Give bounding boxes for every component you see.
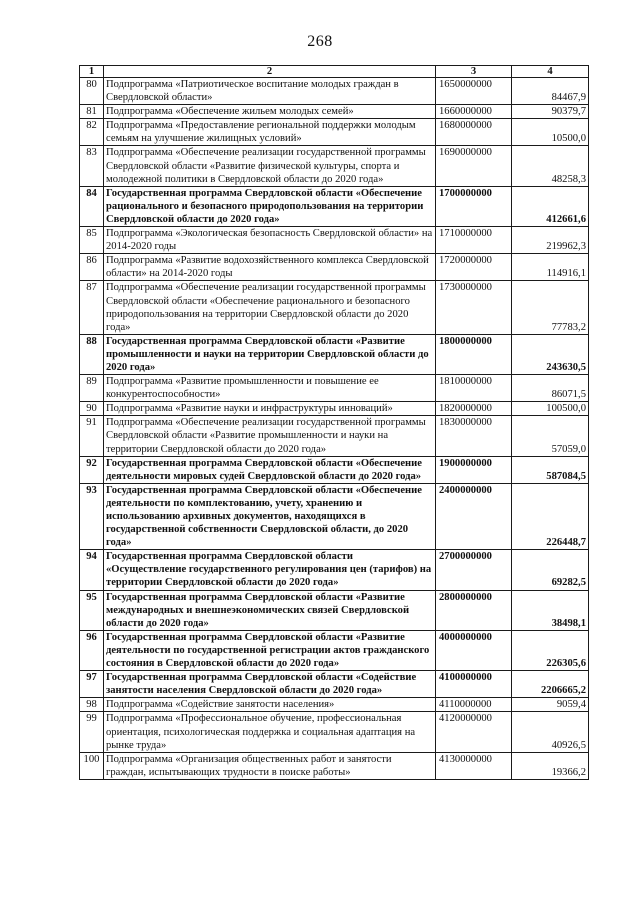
row-number: 96 [80,630,104,670]
target-code: 2800000000 [436,590,512,630]
target-code: 4000000000 [436,630,512,670]
row-number: 95 [80,590,104,630]
target-code: 2700000000 [436,550,512,590]
row-number: 99 [80,712,104,752]
target-code: 2400000000 [436,483,512,549]
row-number: 87 [80,281,104,334]
target-code: 4110000000 [436,698,512,712]
program-name: Подпрограмма «Предоставление региональной поддержки молодым семьям на улучшение жилищных условий» [104,119,436,146]
amount: 10500,0 [512,119,589,146]
amount: 243630,5 [512,334,589,374]
amount: 219962,3 [512,227,589,254]
program-name: Подпрограмма «Развитие промышленности и повышение ее конкурентоспособности» [104,375,436,402]
amount: 40926,5 [512,712,589,752]
row-number: 98 [80,698,104,712]
row-number: 90 [80,402,104,416]
program-name: Государственная программа Свердловской области «Обеспечение деятельности по комплектованию, учету, хранению и использованию архивных документов, находящихся в государственной собственности Свердловской области, до 2020 года» [104,483,436,549]
row-number: 80 [80,78,104,105]
table-header [80,66,589,78]
program-name: Подпрограмма «Обеспечение жильем молодых семей» [104,105,436,119]
program-name: Подпрограмма «Патриотическое воспитание молодых граждан в Свердловской области» [104,78,436,105]
program-name: Подпрограмма «Обеспечение реализации государственной программы Свердловской области «Обеспечение рационального и безопасного природопользования на территории Свердловской области до 2020 года» [104,281,436,334]
target-code: 1650000000 [436,78,512,105]
table-row [80,698,589,712]
table-row [80,483,589,549]
table-row [80,105,589,119]
target-code: 1690000000 [436,146,512,186]
row-number: 85 [80,227,104,254]
column-header-code: 3 [436,66,512,78]
program-name: Государственная программа Свердловской области «Развитие деятельности по государственной регистрации актов гражданского состояния в Свердловской области до 2020 года» [104,630,436,670]
row-number: 92 [80,456,104,483]
table-row [80,712,589,752]
table-row [80,375,589,402]
program-name: Государственная программа Свердловской области «Развитие международных и внешнеэкономических связей Свердловской области до 2020 года» [104,590,436,630]
amount: 90379,7 [512,105,589,119]
table-row [80,281,589,334]
table-row [80,227,589,254]
amount: 226448,7 [512,483,589,549]
target-code: 1720000000 [436,254,512,281]
amount: 587084,5 [512,456,589,483]
budget-table [79,65,589,780]
amount: 2206665,2 [512,671,589,698]
amount: 69282,5 [512,550,589,590]
target-code: 1900000000 [436,456,512,483]
table-row [80,146,589,186]
table-row [80,550,589,590]
row-number: 81 [80,105,104,119]
target-code: 1800000000 [436,334,512,374]
table-row [80,630,589,670]
amount: 19366,2 [512,752,589,779]
program-name: Подпрограмма «Обеспечение реализации государственной программы Свердловской области «Развитие промышленности и науки на территории Свердловской области до 2020 года» [104,416,436,456]
amount: 57059,0 [512,416,589,456]
target-code: 1710000000 [436,227,512,254]
target-code: 4100000000 [436,671,512,698]
table-row [80,119,589,146]
table-row [80,752,589,779]
table-body [80,78,589,780]
program-name: Подпрограмма «Развитие науки и инфраструктуры инноваций» [104,402,436,416]
table-row [80,416,589,456]
table-row [80,334,589,374]
row-number: 100 [80,752,104,779]
table-row [80,186,589,226]
program-name: Подпрограмма «Содействие занятости населения» [104,698,436,712]
program-name: Подпрограмма «Организация общественных работ и занятости граждан, испытывающих трудности в поиске работы» [104,752,436,779]
column-header-amount: 4 [512,66,589,78]
table-row [80,590,589,630]
table-row [80,456,589,483]
column-header-name: 2 [104,66,436,78]
row-number: 84 [80,186,104,226]
column-header-number: 1 [80,66,104,78]
program-name: Государственная программа Свердловской области «Обеспечение деятельности мировых судей Свердловской области до 2020 года» [104,456,436,483]
header-row [80,66,589,78]
amount: 48258,3 [512,146,589,186]
row-number: 86 [80,254,104,281]
table-row [80,254,589,281]
target-code: 1700000000 [436,186,512,226]
row-number: 82 [80,119,104,146]
row-number: 83 [80,146,104,186]
row-number: 97 [80,671,104,698]
row-number: 94 [80,550,104,590]
target-code: 1830000000 [436,416,512,456]
amount: 86071,5 [512,375,589,402]
program-name: Подпрограмма «Экологическая безопасность Свердловской области» на 2014-2020 годы [104,227,436,254]
target-code: 1680000000 [436,119,512,146]
target-code: 4120000000 [436,712,512,752]
table-row [80,78,589,105]
row-number: 93 [80,483,104,549]
amount: 100500,0 [512,402,589,416]
amount: 9059,4 [512,698,589,712]
table-row [80,671,589,698]
target-code: 4130000000 [436,752,512,779]
amount: 412661,6 [512,186,589,226]
row-number: 88 [80,334,104,374]
target-code: 1730000000 [436,281,512,334]
amount: 114916,1 [512,254,589,281]
program-name: Подпрограмма «Профессиональное обучение, профессиональная ориентация, психологическая поддержка и социальная адаптация на рынке труда» [104,712,436,752]
page-number: 268 [307,33,333,50]
target-code: 1820000000 [436,402,512,416]
program-name: Подпрограмма «Развитие водохозяйственного комплекса Свердловской области» на 2014-2020 годы [104,254,436,281]
amount: 226305,6 [512,630,589,670]
program-name: Подпрограмма «Обеспечение реализации государственной программы Свердловской области «Развитие физической культуры, спорта и молодежной политики в Свердловской области до 2020 года» [104,146,436,186]
amount: 84467,9 [512,78,589,105]
amount: 77783,2 [512,281,589,334]
target-code: 1660000000 [436,105,512,119]
program-name: Государственная программа Свердловской области «Обеспечение рационального и безопасного природопользования на территории Свердловской области до 2020 года» [104,186,436,226]
row-number: 89 [80,375,104,402]
program-name: Государственная программа Свердловской области «Развитие промышленности и науки на территории Свердловской области до 2020 года» [104,334,436,374]
program-name: Государственная программа Свердловской области «Содействие занятости населения Свердловской области до 2020 года» [104,671,436,698]
target-code: 1810000000 [436,375,512,402]
table-row [80,402,589,416]
program-name: Государственная программа Свердловской области «Осуществление государственного регулирования цен (тарифов) на территории Свердловской области до 2020 года» [104,550,436,590]
amount: 38498,1 [512,590,589,630]
row-number: 91 [80,416,104,456]
